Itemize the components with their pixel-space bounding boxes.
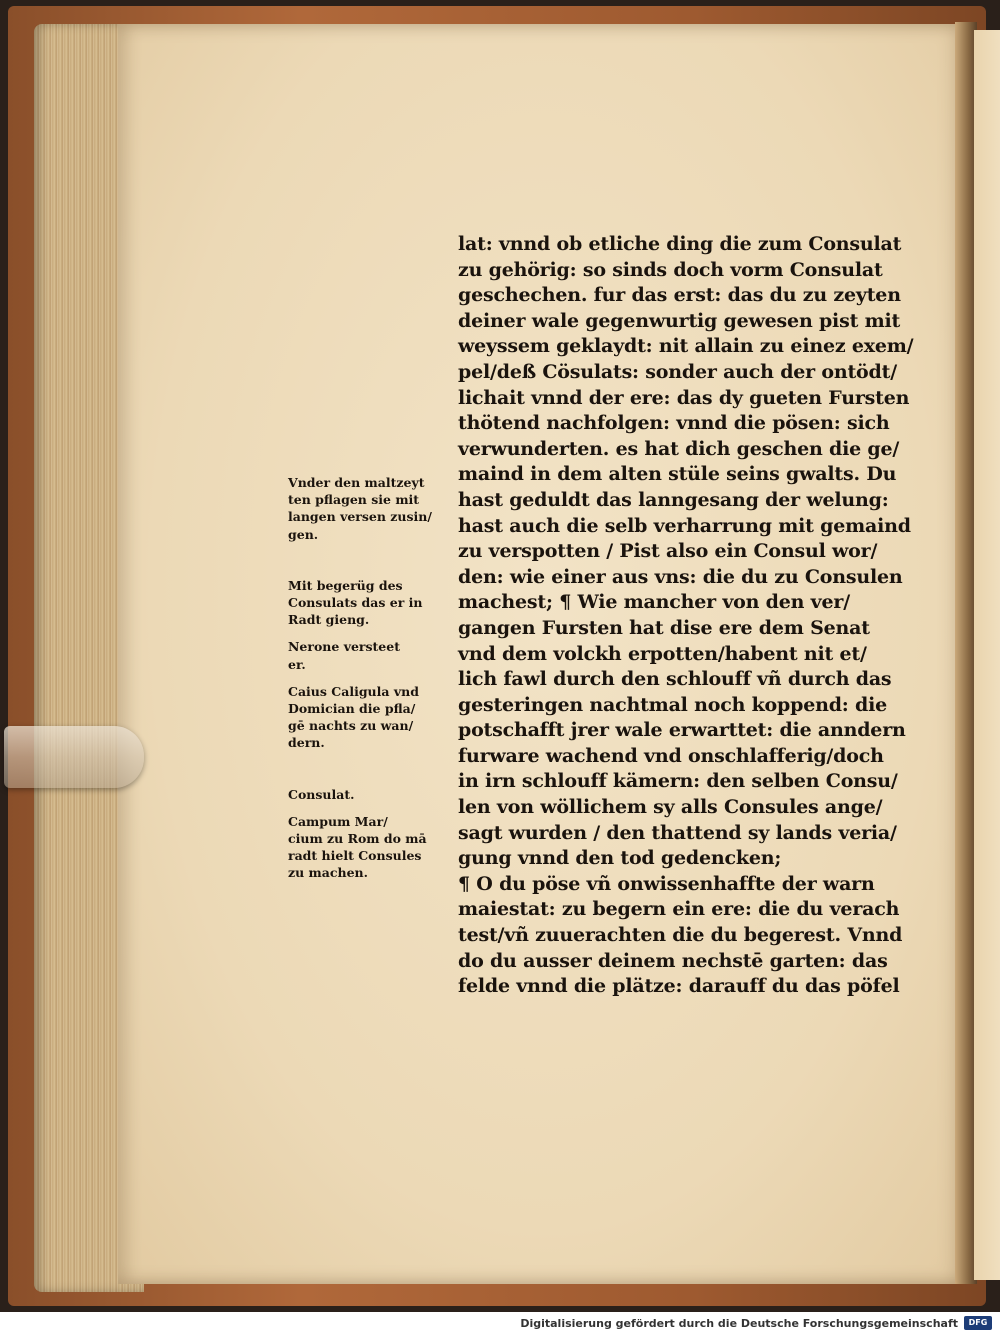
text-line: lichait vnnd der ere: das dy gueten Fursten bbox=[458, 386, 910, 409]
text-line: verwunderten. es hat dich geschen die ge/ bbox=[458, 437, 900, 460]
text-line: zu verspotten / Pist also ein Consul wor/ bbox=[458, 540, 878, 563]
text-line: pel/deß Cösulats: sonder auch der ontödt/ bbox=[458, 360, 897, 383]
text-line: potschafft jrer wale erwarttet: die anndern bbox=[458, 719, 906, 742]
margin-note bbox=[288, 577, 448, 629]
text-line: machest; ¶ Wie mancher von den ver/ bbox=[458, 591, 850, 614]
main-text-block bbox=[458, 232, 914, 1000]
note-line: gē nachts zu wan/ bbox=[288, 718, 414, 734]
text-line: hast auch die selb verharrung mit gemaind bbox=[458, 514, 911, 537]
text-line: do du ausser deinem nechstē garten: das bbox=[458, 949, 888, 972]
note-line: Mit begerüg des bbox=[288, 577, 403, 593]
text-line: maiestat: zu begern ein ere: die du verach bbox=[458, 898, 900, 921]
text-line: geschechen. fur das erst: das du zu zeyten bbox=[458, 284, 901, 307]
digitization-footer bbox=[0, 1312, 1000, 1335]
note-line: Radt gieng. bbox=[288, 612, 370, 628]
margin-note bbox=[288, 786, 448, 803]
margin-note bbox=[288, 474, 448, 543]
text-line: gangen Fursten hat dise ere dem Senat bbox=[458, 616, 870, 639]
margin-note bbox=[288, 683, 448, 752]
text-line: maind in dem alten stüle seins gwalts. Du bbox=[458, 463, 897, 486]
text-line: gesteringen nachtmal noch koppend: die bbox=[458, 693, 888, 716]
note-line: zu machen. bbox=[288, 865, 368, 881]
note-line: Nerone versteet bbox=[288, 639, 400, 655]
text-line: gung vnnd den tod gedencken; bbox=[458, 847, 782, 870]
text-line: lat: vnnd ob etliche ding die zum Consulat bbox=[458, 233, 902, 255]
note-line: Consulat. bbox=[288, 786, 355, 802]
note-line: er. bbox=[288, 656, 306, 672]
margin-notes bbox=[288, 474, 448, 892]
note-line: radt hielt Consules bbox=[288, 848, 422, 864]
text-line: den: wie einer aus vns: die du zu Consulen bbox=[458, 565, 903, 588]
text-line: in irn schlouff kämern: den selben Consu/ bbox=[458, 770, 898, 793]
text-line: len von wöllichem sy alls Consules ange/ bbox=[458, 796, 883, 819]
text-line: felde vnnd die plätze: darauff du das pöfel bbox=[458, 975, 900, 998]
text-line: thötend nachfolgen: vnnd die pösen: sich bbox=[458, 412, 890, 435]
text-line: furware wachend vnd onschlafferig/doch bbox=[458, 744, 884, 767]
note-line: Vnder den maltzeyt bbox=[288, 475, 425, 490]
note-line: Campum Mar/ bbox=[288, 813, 388, 829]
funding-credit: Digitalisierung gefördert durch die Deutsche Forschungsgemeinschaft bbox=[520, 1317, 958, 1330]
text-line: deiner wale gegenwurtig gewesen pist mit bbox=[458, 309, 901, 332]
bookmark-ribbon bbox=[4, 726, 144, 788]
opposite-page-edge bbox=[974, 30, 1000, 1280]
note-line: gen. bbox=[288, 526, 319, 542]
text-line: test/vñ zuuerachten die du begerest. Vnnd bbox=[458, 924, 903, 947]
text-line: ¶ O du pöse vñ onwissenhaffte der warn bbox=[458, 872, 875, 895]
text-line: sagt wurden / den thattend sy lands veria/ bbox=[458, 821, 897, 844]
margin-note bbox=[288, 638, 448, 672]
note-line: langen versen zusin/ bbox=[288, 509, 432, 525]
note-line: Consulats das er in bbox=[288, 595, 423, 611]
text-line: weyssem geklaydt: nit allain zu einez exem/ bbox=[458, 335, 914, 358]
dfg-logo-icon: DFG bbox=[964, 1316, 992, 1330]
note-line: dern. bbox=[288, 735, 325, 751]
text-line: zu gehörig: so sinds doch vorm Consulat bbox=[458, 258, 883, 281]
text-line: hast geduldt das lanngesang der welung: bbox=[458, 488, 889, 511]
text-line: vnd dem volckh erpotten/habent nit et/ bbox=[458, 642, 867, 665]
note-line: cium zu Rom do mā bbox=[288, 831, 427, 847]
margin-note bbox=[288, 813, 448, 882]
note-line: Caius Caligula vnd bbox=[288, 683, 419, 699]
note-line: Domician die pfla/ bbox=[288, 701, 416, 717]
note-line: ten pflagen sie mit bbox=[288, 492, 420, 508]
text-line: lich fawl durch den schlouff vñ durch das bbox=[458, 668, 892, 691]
